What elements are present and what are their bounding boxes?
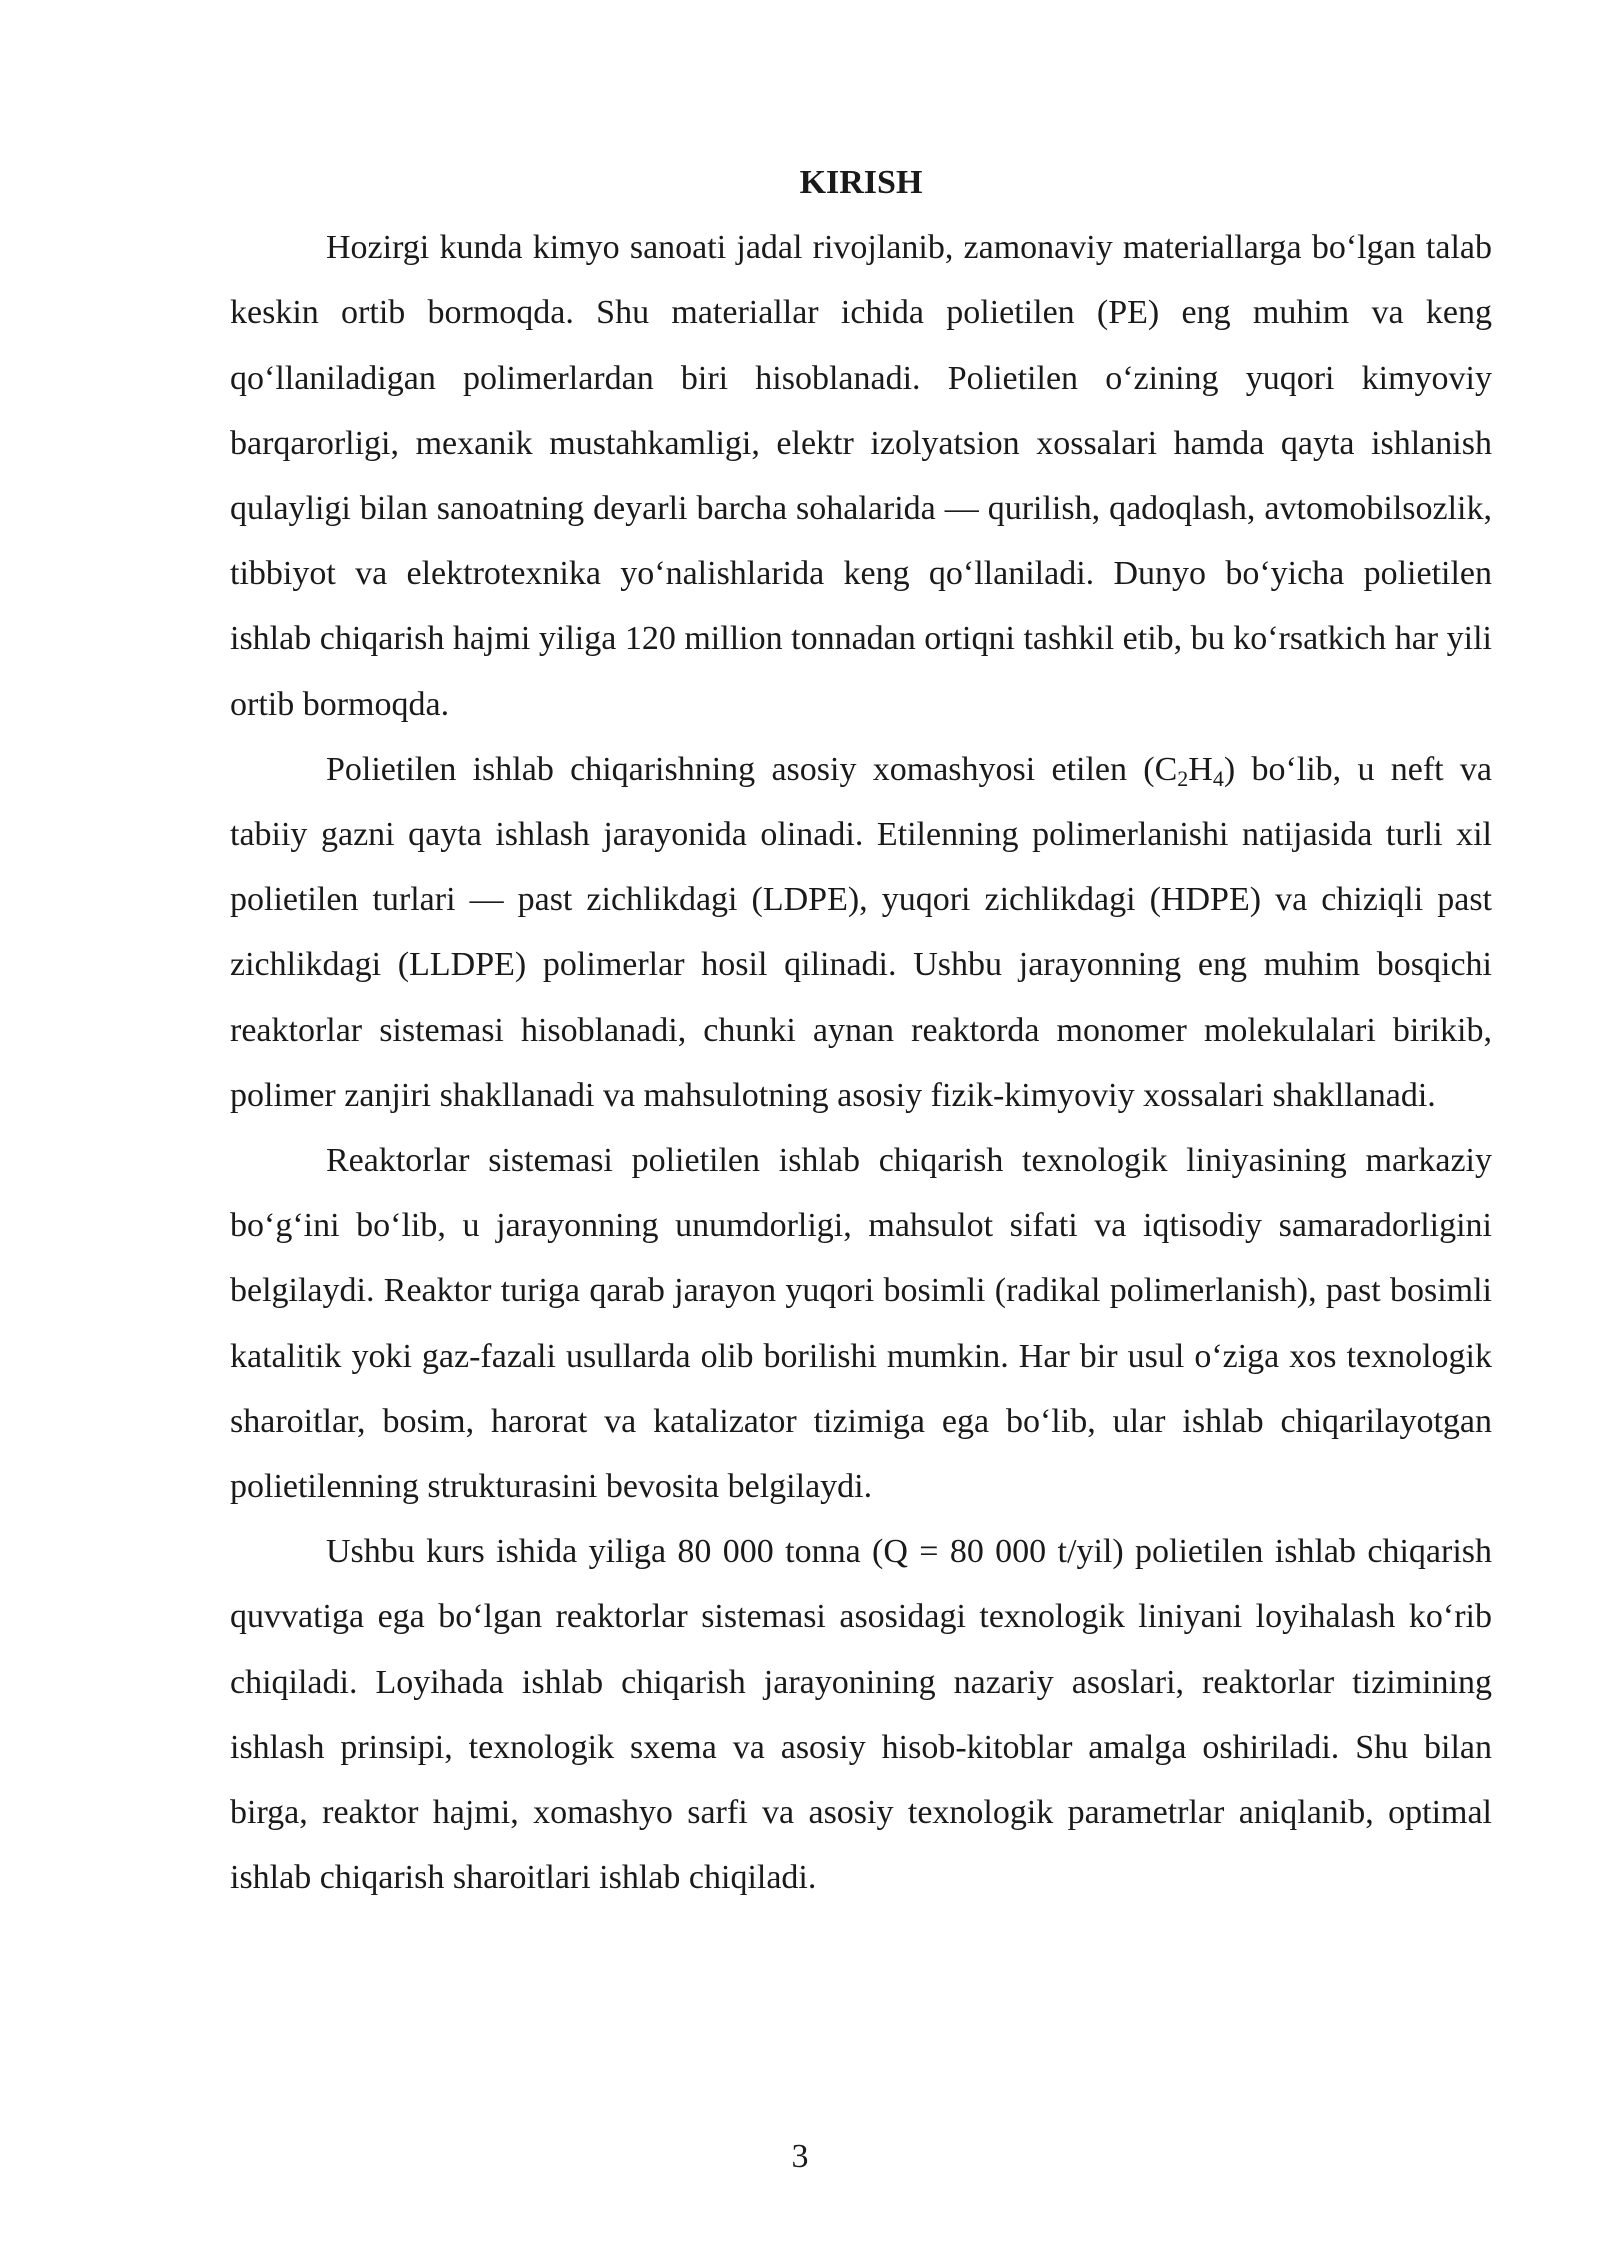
subscript-2: 2 (1177, 765, 1189, 791)
paragraph-2-text-mid: H (1188, 750, 1213, 788)
paragraph-3: Reaktorlar sistemasi polietilen ishlab chiqarish texnologik liniyasining markaziy bo‘g‘ini bo‘lib, u jarayonning unumdorligi, mahsulot sifati va iqtisodiy samaradorligini belgilaydi. Reaktor turiga qarab jarayon yuqori bosimli (radikal polimerlanish), past bosimli katalitik yoki gaz-fazali usullarda olib borilishi mumkin. Har bir usul o‘ziga xos texnologik sharoitlar, bosim, harorat va katalizator tizimiga ega bo‘lib, ular ishlab chiqarilayotgan polietilenning strukturasini bevosita belgilaydi. (230, 1142, 1492, 1506)
paragraph-2-text-start: Polietilen ishlab chiqarishning asosiy xomashyosi etilen (C (326, 750, 1178, 788)
paragraph-1: Hozirgi kunda kimyo sanoati jadal rivojlanib, zamonaviy materiallarga bo‘lgan talab keskin ortib bormoqda. Shu materiallar ichida polietilen (PE) eng muhim va keng qo‘llaniladigan polimerlardan biri hisoblanadi. Polietilen o‘zining yuqori kimyoviy barqarorligi, mexanik mustahkamligi, elektr izolyatsion xossalari hamda qayta ishlanish qulayligi bilan sanoatning deyarli barcha sohalarida — qurilish, qadoqlash, avtomobilsozlik, tibbiyot va elektrotexnika yo‘nalishlarida keng qo‘llaniladi. Dunyo bo‘yicha polietilen ishlab chiqarish hajmi yiliga 120 million tonnadan ortiqni tashkil etib, bu ko‘rsatkich har yili ortib bormoqda. (230, 229, 1492, 723)
paragraph-2-text-end: ) bo‘lib, u neft va tabiiy gazni qayta ishlash jarayonida olinadi. Etilenning polimerlanishi natijasida turli xil polietilen turlari — past zichlikdagi (LDPE), yuqori zichlikdagi (HDPE) va chiziqli past zichlikdagi (LLDPE) polimerlar hosil qilinadi. Ushbu jarayonning eng muhim bosqichi reaktorlar sistemasi hisoblanadi, chunki aynan reaktorda monomer molekulalari birikib, polimer zanjiri shakllanadi va mahsulotning asosiy fizik-kimyoviy xossalari shakllanadi. (230, 750, 1492, 1114)
paragraph-4: Ushbu kurs ishida yiliga 80 000 tonna (Q = 80 000 t/yil) polietilen ishlab chiqarish quvvatiga ega bo‘lgan reaktorlar sistemasi asosidagi texnologik liniyani loyihalash ko‘rib chiqiladi. Loyihada ishlab chiqarish jarayonining nazariy asoslari, reaktorlar tizimining ishlash prinsipi, texnologik sxema va asosiy hisob-kitoblar amalga oshiriladi. Shu bilan birga, reaktor hajmi, xomashyo sarfi va asosiy texnologik parametrlar aniqlanib, optimal ishlab chiqarish sharoitlari ishlab chiqiladi. (230, 1533, 1492, 1897)
section-title: KIRISH (799, 164, 923, 201)
paragraph-2 (230, 737, 1492, 1128)
subscript-4: 4 (1212, 765, 1224, 791)
page-number: 3 (791, 2138, 809, 2175)
document-page (230, 150, 1492, 1910)
